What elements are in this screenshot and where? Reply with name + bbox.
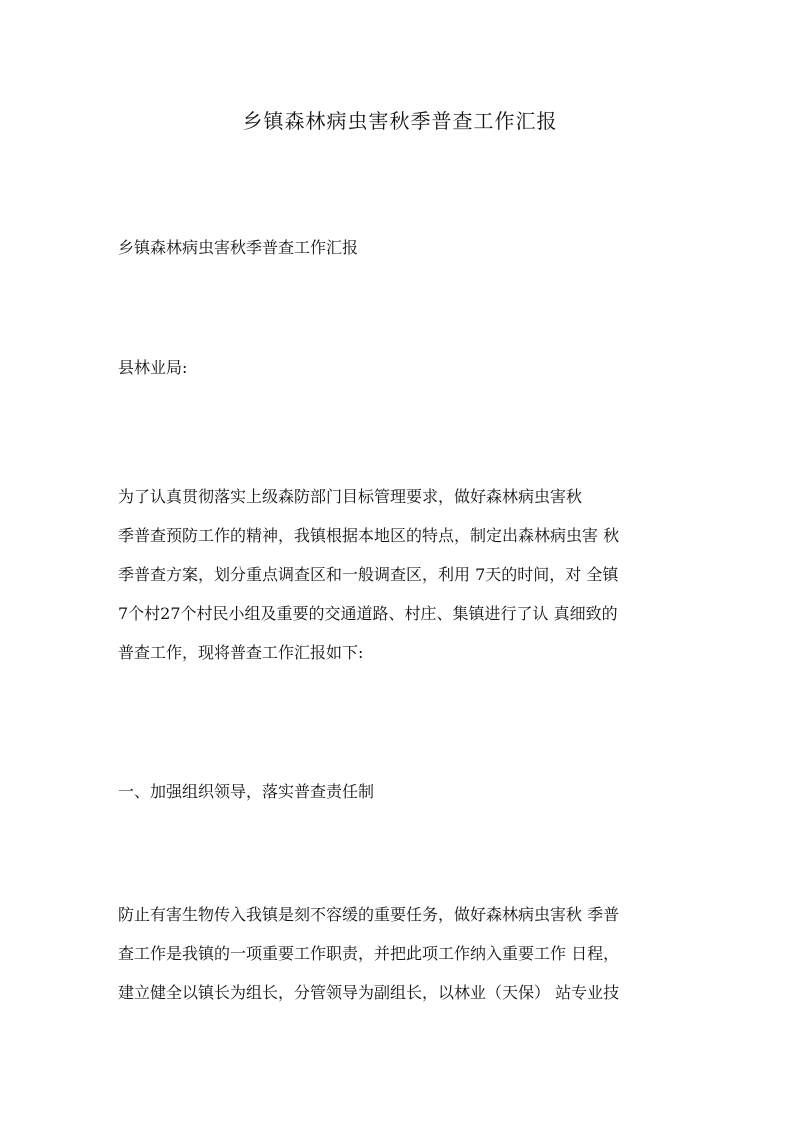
intro-paragraph xyxy=(118,477,698,672)
paragraph-line: 建立健全以镇长为组长，分管领导为副组长，以林业（天保） 站专业技 xyxy=(118,983,620,1002)
section-paragraph xyxy=(118,895,698,1012)
section-heading xyxy=(118,772,698,811)
paragraph-line: 7个村27个村民小组及重要的交通道路、村庄、集镇进行了认 真细致的 xyxy=(118,604,618,623)
salutation-line: 县林业局: xyxy=(118,358,188,377)
salutation xyxy=(118,348,698,387)
document-subtitle xyxy=(118,228,698,267)
paragraph-line: 普查工作，现将普查工作汇报如下: xyxy=(118,643,364,662)
subtitle-line: 乡镇森林病虫害秋季普查工作汇报 xyxy=(118,238,359,257)
paragraph-line: 查工作是我镇的一项重要工作职责，并把此项工作纳入重要工作 日程， xyxy=(118,944,620,963)
document-title: 乡镇森林病虫害秋季普查工作汇报 xyxy=(242,109,558,133)
section-heading-line: 一、加强组织领导，落实普查责任制 xyxy=(118,782,375,801)
paragraph-line: 防止有害生物传入我镇是刻不容缓的重要任务，做好森林病虫害秋 季普 xyxy=(118,905,620,924)
paragraph-line: 季普查预防工作的精神，我镇根据本地区的特点，制定出森林病虫害 秋 xyxy=(118,526,620,545)
paragraph-line: 为了认真贯彻落实上级森防部门目标管理要求，做好森林病虫害秋 xyxy=(118,487,583,506)
paragraph-line: 季普查方案，划分重点调查区和一般调查区，利用 7天的时间，对 全镇 xyxy=(118,565,619,584)
